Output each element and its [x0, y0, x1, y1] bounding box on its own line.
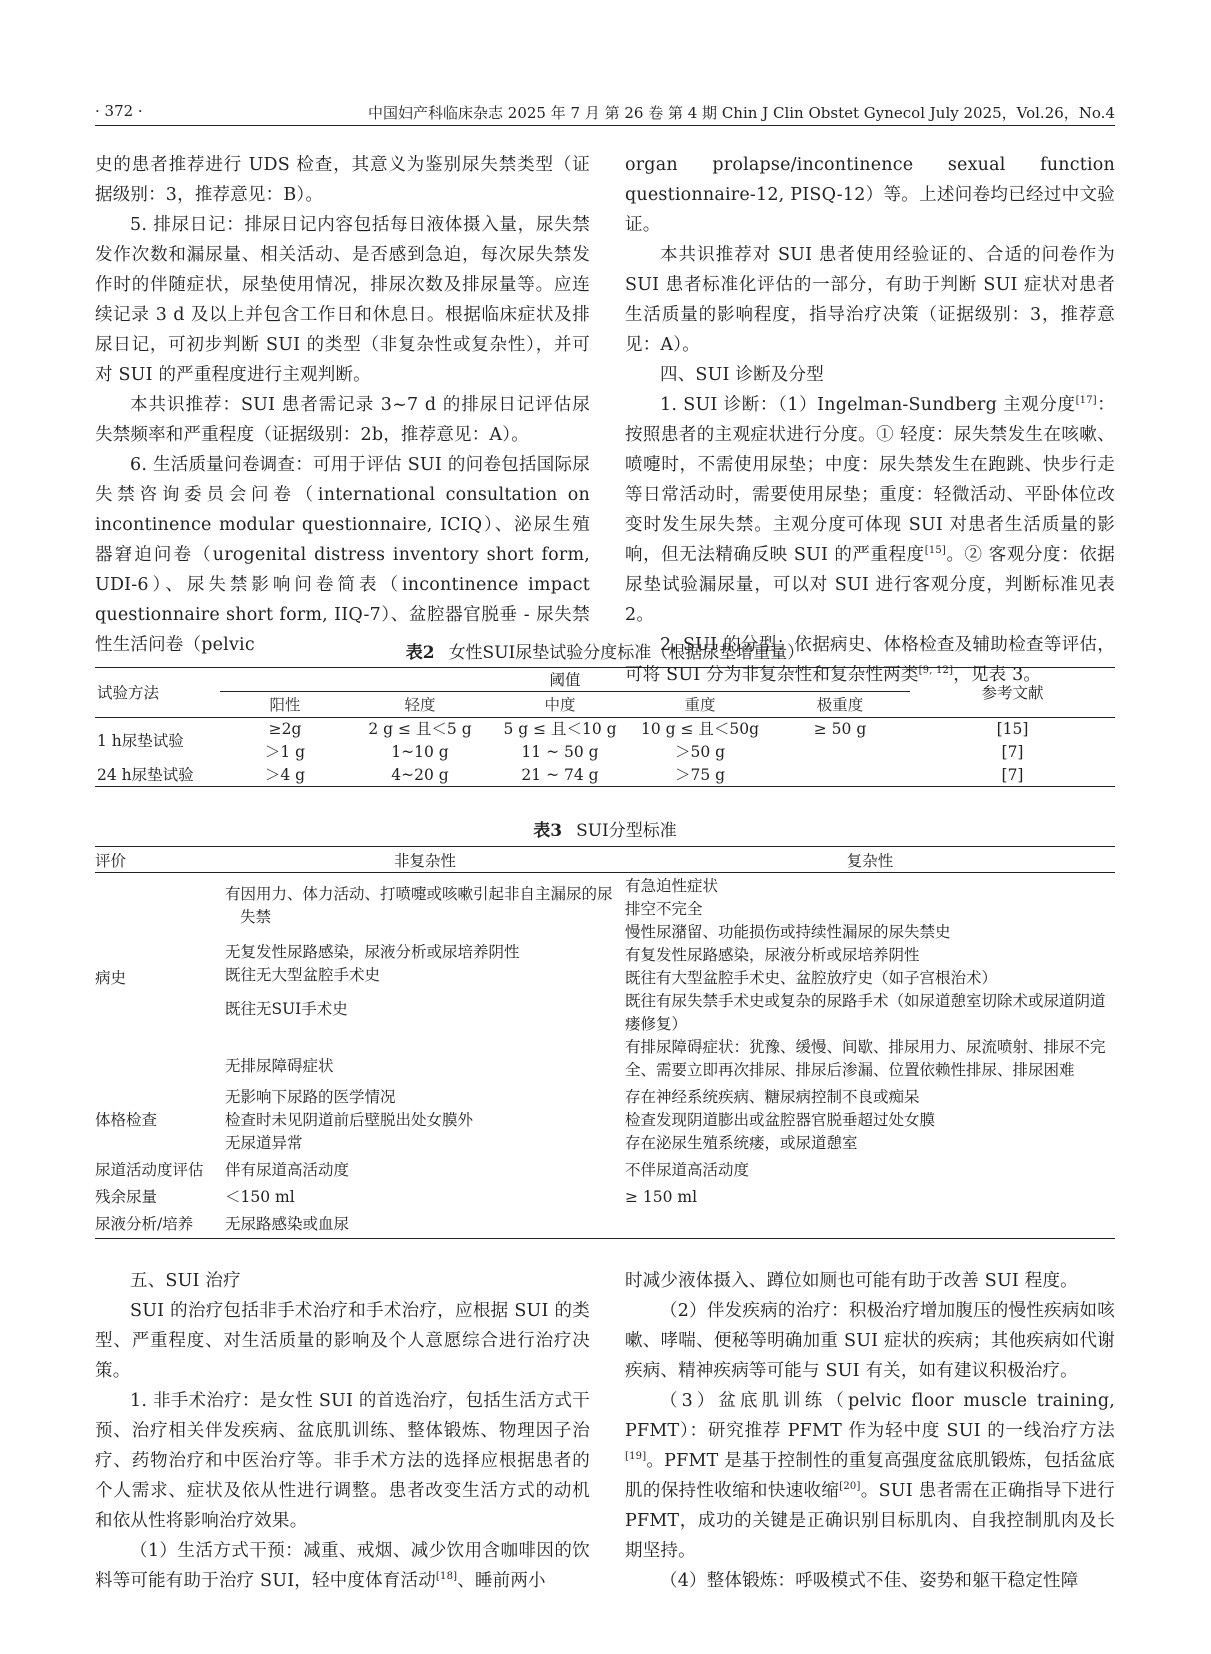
- complex-cell: [625, 1084, 1115, 1157]
- cell: [770, 764, 910, 787]
- paragraph: 1. 非手术治疗：是女性 SUI 的首选治疗，包括生活方式干预、治疗相关伴发疾病、盆底肌训练、整体锻炼、物理因子治疗、药物治疗和中医治疗等。非手术方法的选择应根据患者的个人需求、症状及依从性进行调整。患者改变生活方式的动机和依从性将影响治疗效果。: [95, 1391, 590, 1531]
- citation-ref[interactable]: [9, 12]: [918, 665, 954, 676]
- paragraph: 史的患者推荐进行 UDS 检查，其意义为鉴别尿失禁类型（证据级别：3，推荐意见：B）。: [95, 155, 590, 205]
- paragraph: 6. 生活质量问卷调查：可用于评估 SUI 的问卷包括国际尿失禁咨询委员会问卷（international consultation on incontinence modular questionnaire, ICIQ）、泌尿生殖器窘迫问卷（urogenital distress inventory short form, UDI-6）、尿失禁影响问卷简表（incontinence impact questionnaire short form, IIQ-7）、盆腔器官脱垂 - 尿失禁性生活问卷（pelvic: [95, 455, 590, 655]
- citation-ref[interactable]: [18]: [435, 1571, 458, 1582]
- subheader: 中度: [490, 692, 630, 718]
- left-column-bottom: [95, 1266, 590, 1596]
- text-run: 。② 客观分度：依据尿垫试验漏尿量，可以对 SUI 进行客观分度，判断标准见表 2。: [625, 545, 1115, 625]
- table-row: [95, 741, 1115, 764]
- journal-citation: 中国妇产科临床杂志 2025 年 7 月 第 26 卷 第 4 期 Chin J Clin Obstet Gynecol July 2025，Vol.26，No.4: [368, 104, 1115, 122]
- row-label: 尿道活动度评估: [95, 1161, 204, 1179]
- cell-line: 既往有大型盆腔手术史、盆腔放疗史（如子宫根治术）: [625, 969, 998, 987]
- paragraph: organ prolapse/incontinence sexual function questionnaire-12, PISQ-12）等。上述问卷均已经过中文验证。: [625, 155, 1115, 235]
- cell: 2 g ≤ 且＜5 g: [368, 720, 472, 739]
- text-run: 1. SUI 诊断：（1）Ingelman-Sundberg 主观分度: [660, 395, 1076, 415]
- subheader: 重度: [630, 692, 770, 718]
- text-run: ，见表 3。: [953, 665, 1042, 685]
- subheader: 阳性: [220, 692, 350, 718]
- text-run: （1）生活方式干预：减重、戒烟、减少饮用含咖啡因的饮料等可能有助于治疗 SUI，轻中度体育活动: [95, 1541, 590, 1591]
- table-number: 表3: [533, 821, 563, 841]
- cell-line: 既往无大型盆腔手术史: [225, 966, 381, 984]
- complex-cell: [625, 873, 1115, 1085]
- text-run: （3）盆底肌训练（pelvic floor muscle training, PFMT）：研究推荐 PFMT 作为轻中度 SUI 的一线治疗方法: [625, 1391, 1115, 1441]
- classification-table: [95, 846, 1115, 1239]
- paragraph: 本共识推荐：SUI 患者需记录 3~7 d 的排尿日记评估尿失禁频率和严重程度（证据级别：2b，推荐意见：A）。: [95, 395, 590, 445]
- cell-line: 既往无SUI手术史: [225, 1000, 348, 1018]
- citation-ref[interactable]: [17]: [1075, 395, 1097, 406]
- ref-cell: [15]: [996, 720, 1029, 739]
- table-row: [95, 764, 1115, 787]
- right-column-top: [625, 150, 1115, 690]
- table2-caption: [95, 638, 1115, 663]
- right-column-bottom: [625, 1266, 1115, 1596]
- paragraph: （2）伴发疾病的治疗：积极治疗增加腹压的慢性疾病如咳嗽、哮喘、便秘等明确加重 SUI 症状的疾病；其他疾病如代谢疾病、精神疾病等可能与 SUI 有关，如有建议积极治疗。: [625, 1301, 1115, 1381]
- complex-cell: 不伴尿道高活动度: [625, 1161, 750, 1179]
- table-row: [95, 718, 1115, 741]
- cell-line: 有排尿障碍症状：犹豫、缓慢、间歇、排尿用力、尿流喷射、排尿不完全、需要立即再次排尿、排尿后渗漏、位置依赖性排尿、排尿困难: [625, 1038, 1106, 1079]
- paragraph: （4）整体锻炼：呼吸模式不佳、姿势和躯干稳定性障: [660, 1571, 1079, 1591]
- citation-ref[interactable]: [20]: [839, 1481, 861, 1492]
- col-header-noncomplex: 非复杂性: [225, 847, 625, 873]
- ref-cell: [7]: [1001, 743, 1024, 761]
- table3-caption: [95, 816, 1115, 841]
- paragraph: 本共识推荐对 SUI 患者使用经验证的、合适的问卷作为 SUI 患者标准化评估的一部分，有助于判断 SUI 症状对患者生活质量的影响程度，指导治疗决策（证据级别：3，推荐意见：A）。: [625, 245, 1115, 355]
- cell: ＞75 g: [674, 765, 726, 784]
- running-header: [95, 100, 1115, 126]
- col-header-method: 试验方法: [95, 668, 220, 718]
- cell: ≥2g: [268, 720, 302, 739]
- cell-line: 检查发现阴道膨出或盆腔器官脱垂超过处女膜: [625, 1111, 936, 1129]
- table-number: 表2: [405, 643, 435, 663]
- cell: 1~10 g: [391, 743, 449, 761]
- noncomplex-cell: [225, 1084, 625, 1157]
- cell: ≥ 50 g: [813, 720, 867, 739]
- cell-line: 检查时未见阴道前后壁脱出处女膜外: [225, 1111, 474, 1129]
- paragraph: [625, 1386, 1115, 1566]
- text-run: 2. SUI 的分型：依据病史、体格检查及辅助检查等评估，可将 SUI 分为非复杂性和复杂性两类: [625, 635, 1115, 685]
- table-title: 女性SUI尿垫试验分度标准（根据尿垫增重量）: [448, 643, 805, 663]
- left-column-top: [95, 150, 590, 660]
- page-number: · 372 ·: [95, 102, 143, 120]
- noncomplex-cell: 无尿路感染或血尿: [225, 1215, 350, 1233]
- table-row: [95, 1157, 1115, 1184]
- cell: ＞4 g: [264, 765, 306, 784]
- noncomplex-cell: ＜150 ml: [225, 1188, 295, 1206]
- cell-line: 既往有尿失禁手术史或复杂的尿路手术（如尿道憩室切除术或尿道阴道瘘修复）: [625, 992, 1106, 1033]
- method-cell: 1 h尿垫试验: [97, 731, 184, 750]
- row-label: 体格检查: [95, 1111, 158, 1129]
- table-row: [95, 873, 1115, 1085]
- row-label: 尿液分析/培养: [95, 1215, 194, 1233]
- cell-line: 存在神经系统疾病、糖尿病控制不良或痴呆: [625, 1088, 920, 1106]
- table-row: [95, 1084, 1115, 1157]
- col-header-complex: 复杂性: [625, 847, 1115, 873]
- pad-test-table: [95, 667, 1115, 787]
- text-run: 、睡前两小: [457, 1571, 546, 1591]
- cell-line: 有因用力、体力活动、打喷嚏或咳嗽引起非自主漏尿的尿失禁: [225, 885, 613, 926]
- text-run: 。PFMT 是基于控制性的重复高强度盆底肌锻炼，包括盆底肌的保持性收缩和快速收缩: [625, 1451, 1115, 1501]
- paragraph: SUI 的治疗包括非手术治疗和手术治疗，应根据 SUI 的类型、严重程度、对生活质量的影响及个人意愿综合进行治疗决策。: [95, 1301, 590, 1381]
- cell-line: 慢性尿潴留、功能损伤或持续性漏尿的尿失禁史: [625, 923, 951, 941]
- text-run: ：按照患者的主观症状进行分度。① 轻度：尿失禁发生在咳嗽、喷嚏时，不需使用尿垫；中度：尿失禁发生在跑跳、快步行走等日常活动时，需要使用尿垫；重度：轻微活动、平卧体位改变时发生尿失禁。主观分度可体现 SUI 对患者生活质量的影响，但无法精确反映 SUI 的严重程度: [625, 395, 1116, 565]
- complex-cell: [625, 1211, 1115, 1239]
- cell: 4~20 g: [391, 765, 449, 784]
- section-heading: 五、SUI 治疗: [130, 1271, 241, 1291]
- method-cell: 24 h尿垫试验: [97, 765, 194, 784]
- subheader: 极重度: [770, 692, 910, 718]
- table-row: [95, 1211, 1115, 1239]
- cell: ＞50 g: [674, 743, 726, 761]
- cell-line: 无影响下尿路的医学情况: [225, 1088, 396, 1106]
- noncomplex-cell: [225, 873, 625, 1085]
- cell-line: 无复发性尿路感染，尿液分析或尿培养阴性: [225, 943, 520, 961]
- cell-line: 无尿道异常: [225, 1134, 303, 1152]
- text-run: 。SUI 患者需在正确指导下进行 PFMT，成功的关键是正确识别目标肌肉、自我控制肌肉及长期坚持。: [625, 1481, 1115, 1561]
- complex-cell: ≥ 150 ml: [625, 1188, 698, 1206]
- cell: 5 g ≤ 且＜10 g: [503, 720, 617, 739]
- ref-cell: [7]: [1001, 765, 1024, 784]
- cell: [770, 741, 910, 764]
- cell-line: 无排尿障碍症状: [225, 1057, 334, 1075]
- paragraph: 5. 排尿日记：排尿日记内容包括每日液体摄入量，尿失禁发作次数和漏尿量、相关活动、是否感到急迫，每次尿失禁发作时的伴随症状，尿垫使用情况，排尿次数及排尿量等。应连续记录 3 d 及以上并包含工作日和休息日。根据临床症状及排尿日记，可初步判断 SUI 的类型（非复杂性或复杂性），并可对 SUI 的严重程度进行主观判断。: [95, 215, 590, 385]
- cell: 11 ~ 50 g: [521, 743, 599, 761]
- cell-line: 存在泌尿生殖系统瘘，或尿道憩室: [625, 1134, 858, 1152]
- paragraph: [95, 1536, 590, 1596]
- col-header-eval: 评价: [95, 847, 225, 873]
- paragraph: [625, 390, 1115, 630]
- subheader: 轻度: [350, 692, 490, 718]
- cell: ＞1 g: [264, 743, 306, 761]
- cell-line: 排空不完全: [625, 900, 703, 918]
- col-header-threshold: 阈值: [220, 668, 910, 692]
- cell-line: 有急迫性症状: [625, 877, 719, 895]
- citation-ref[interactable]: [19]: [625, 1451, 647, 1462]
- noncomplex-cell: 伴有尿道高活动度: [225, 1161, 350, 1179]
- citation-ref[interactable]: [15]: [924, 545, 947, 556]
- cell: 21 ~ 74 g: [521, 765, 599, 784]
- cell: 10 g ≤ 且＜50g: [640, 720, 760, 739]
- cell-line: 有复发性尿路感染，尿液分析或尿培养阴性: [625, 946, 920, 964]
- row-label: 病史: [95, 969, 127, 987]
- table-title: SUI分型标准: [576, 821, 677, 841]
- table-row: [95, 1184, 1115, 1211]
- section-heading: 四、SUI 诊断及分型: [660, 365, 824, 385]
- col-header-ref: 参考文献: [910, 668, 1115, 718]
- row-label: 残余尿量: [95, 1188, 158, 1206]
- paragraph: 时减少液体摄入、蹲位如厕也可能有助于改善 SUI 程度。: [625, 1271, 1078, 1291]
